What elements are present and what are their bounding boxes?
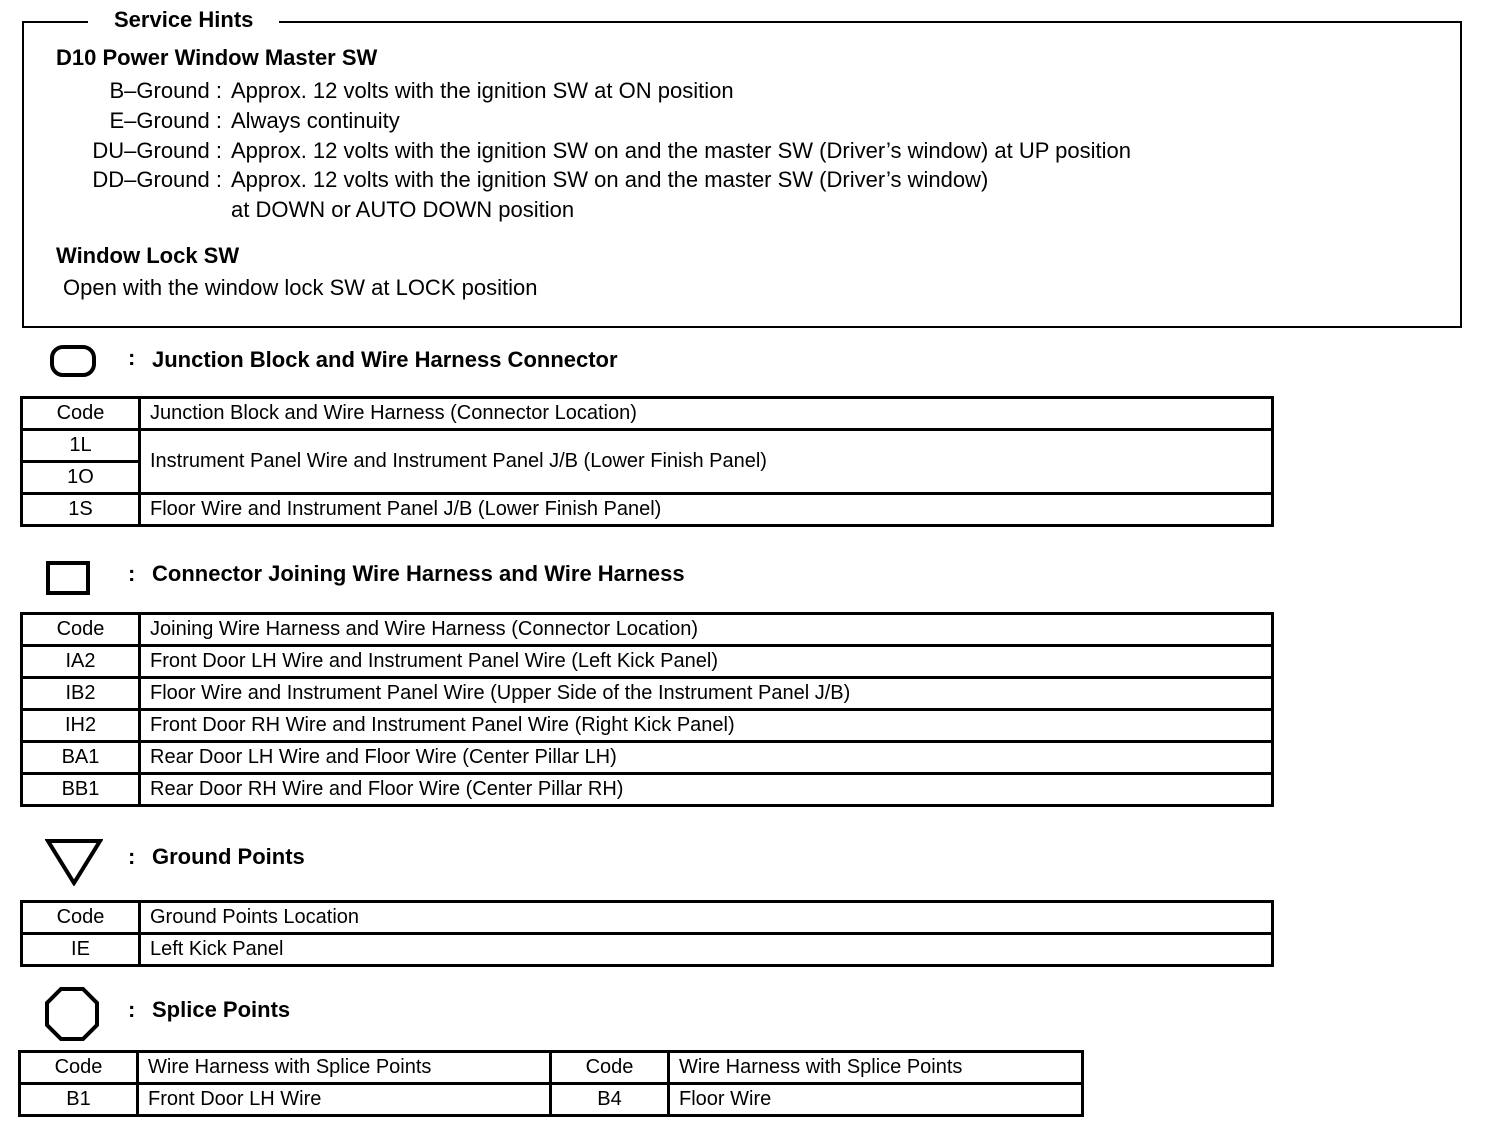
hint-text-b-ground: Approx. 12 volts with the ignition SW at ON position (231, 78, 734, 103)
junction-heading: Junction Block and Wire Harness Connector (152, 347, 618, 372)
splice-table (18, 1050, 1084, 1117)
hint-text-dd-continuation: at DOWN or AUTO DOWN position (231, 197, 575, 222)
table-cell-desc: Front Door LH Wire and Instrument Panel Wire (Left Kick Panel) (140, 646, 1273, 678)
table-row (22, 678, 1273, 710)
table-cell-code: 1L (22, 430, 140, 462)
table-cell-desc: Front Door LH Wire (138, 1084, 551, 1116)
ground-heading: Ground Points (152, 844, 305, 869)
service-hints-title: Service Hints (88, 6, 279, 34)
hint-text-dd-ground: Approx. 12 volts with the ignition SW on and the master SW (Driver’s window) (231, 167, 989, 192)
ground-colon: : (128, 844, 136, 869)
component-title: D10 Power Window Master SW (56, 45, 378, 70)
table-row (22, 774, 1273, 806)
table-cell-code: IH2 (22, 710, 140, 742)
triangle-down-icon (45, 838, 103, 886)
window-lock-title: Window Lock SW (56, 243, 240, 268)
table-cell-desc: Front Door RH Wire and Instrument Panel Wire (Right Kick Panel) (140, 710, 1273, 742)
table-cell-desc: Floor Wire and Instrument Panel Wire (Upper Side of the Instrument Panel J/B) (140, 678, 1273, 710)
splice-heading: Splice Points (152, 997, 291, 1022)
hint-label-b-ground: B–Ground : (109, 78, 222, 103)
hint-label-du-ground: DU–Ground : (92, 138, 222, 163)
connector-colon: : (128, 561, 136, 586)
table-cell-code: 1S (22, 494, 140, 526)
table-header-code: Code (22, 398, 140, 430)
table-cell-desc: Floor Wire (669, 1084, 1083, 1116)
table-cell-desc: Floor Wire and Instrument Panel J/B (Lower Finish Panel) (140, 494, 1273, 526)
table-cell-code: IE (22, 934, 140, 966)
junction-table (20, 396, 1274, 527)
hint-text-e-ground: Always continuity (231, 108, 400, 133)
table-row (22, 494, 1273, 526)
table-cell-code: IA2 (22, 646, 140, 678)
table-cell-desc: Left Kick Panel (140, 934, 1273, 966)
table-header-row (22, 902, 1273, 934)
table-row (22, 430, 1273, 462)
table-row (22, 934, 1273, 966)
table-header-desc: Ground Points Location (140, 902, 1273, 934)
table-header-desc: Joining Wire Harness and Wire Harness (Connector Location) (140, 614, 1273, 646)
table-cell-code: B1 (20, 1084, 138, 1116)
splice-colon: : (128, 997, 136, 1022)
table-header-row (22, 614, 1273, 646)
junction-colon: : (128, 345, 136, 370)
table-row (20, 1084, 1083, 1116)
table-header-code: Code (551, 1052, 669, 1084)
table-header-code: Code (22, 902, 140, 934)
table-row (22, 742, 1273, 774)
table-cell-code: BA1 (22, 742, 140, 774)
table-cell-desc: Instrument Panel Wire and Instrument Panel J/B (Lower Finish Panel) (140, 430, 1273, 494)
connector-table (20, 612, 1274, 807)
hint-text-du-ground: Approx. 12 volts with the ignition SW on and the master SW (Driver’s window) at UP position (231, 138, 1131, 163)
table-cell-code: BB1 (22, 774, 140, 806)
table-row (22, 646, 1273, 678)
table-cell-code: B4 (551, 1084, 669, 1116)
table-header-desc: Wire Harness with Splice Points (669, 1052, 1083, 1084)
window-lock-text: Open with the window lock SW at LOCK position (63, 275, 538, 300)
table-cell-code: 1O (22, 462, 140, 494)
table-header-code: Code (22, 614, 140, 646)
table-header-code: Code (20, 1052, 138, 1084)
table-row (22, 710, 1273, 742)
octagon-icon (44, 986, 100, 1042)
hint-label-e-ground: E–Ground : (109, 108, 222, 133)
table-cell-desc: Rear Door LH Wire and Floor Wire (Center Pillar LH) (140, 742, 1273, 774)
table-cell-desc: Rear Door RH Wire and Floor Wire (Center Pillar RH) (140, 774, 1273, 806)
table-header-desc: Wire Harness with Splice Points (138, 1052, 551, 1084)
rounded-rectangle-icon (50, 345, 96, 377)
ground-table (20, 900, 1274, 967)
hint-label-dd-ground: DD–Ground : (92, 167, 222, 192)
table-cell-code: IB2 (22, 678, 140, 710)
connector-heading: Connector Joining Wire Harness and Wire Harness (152, 561, 685, 586)
table-header-row (20, 1052, 1083, 1084)
table-header-row (22, 398, 1273, 430)
table-header-desc: Junction Block and Wire Harness (Connector Location) (140, 398, 1273, 430)
square-icon (46, 561, 90, 595)
